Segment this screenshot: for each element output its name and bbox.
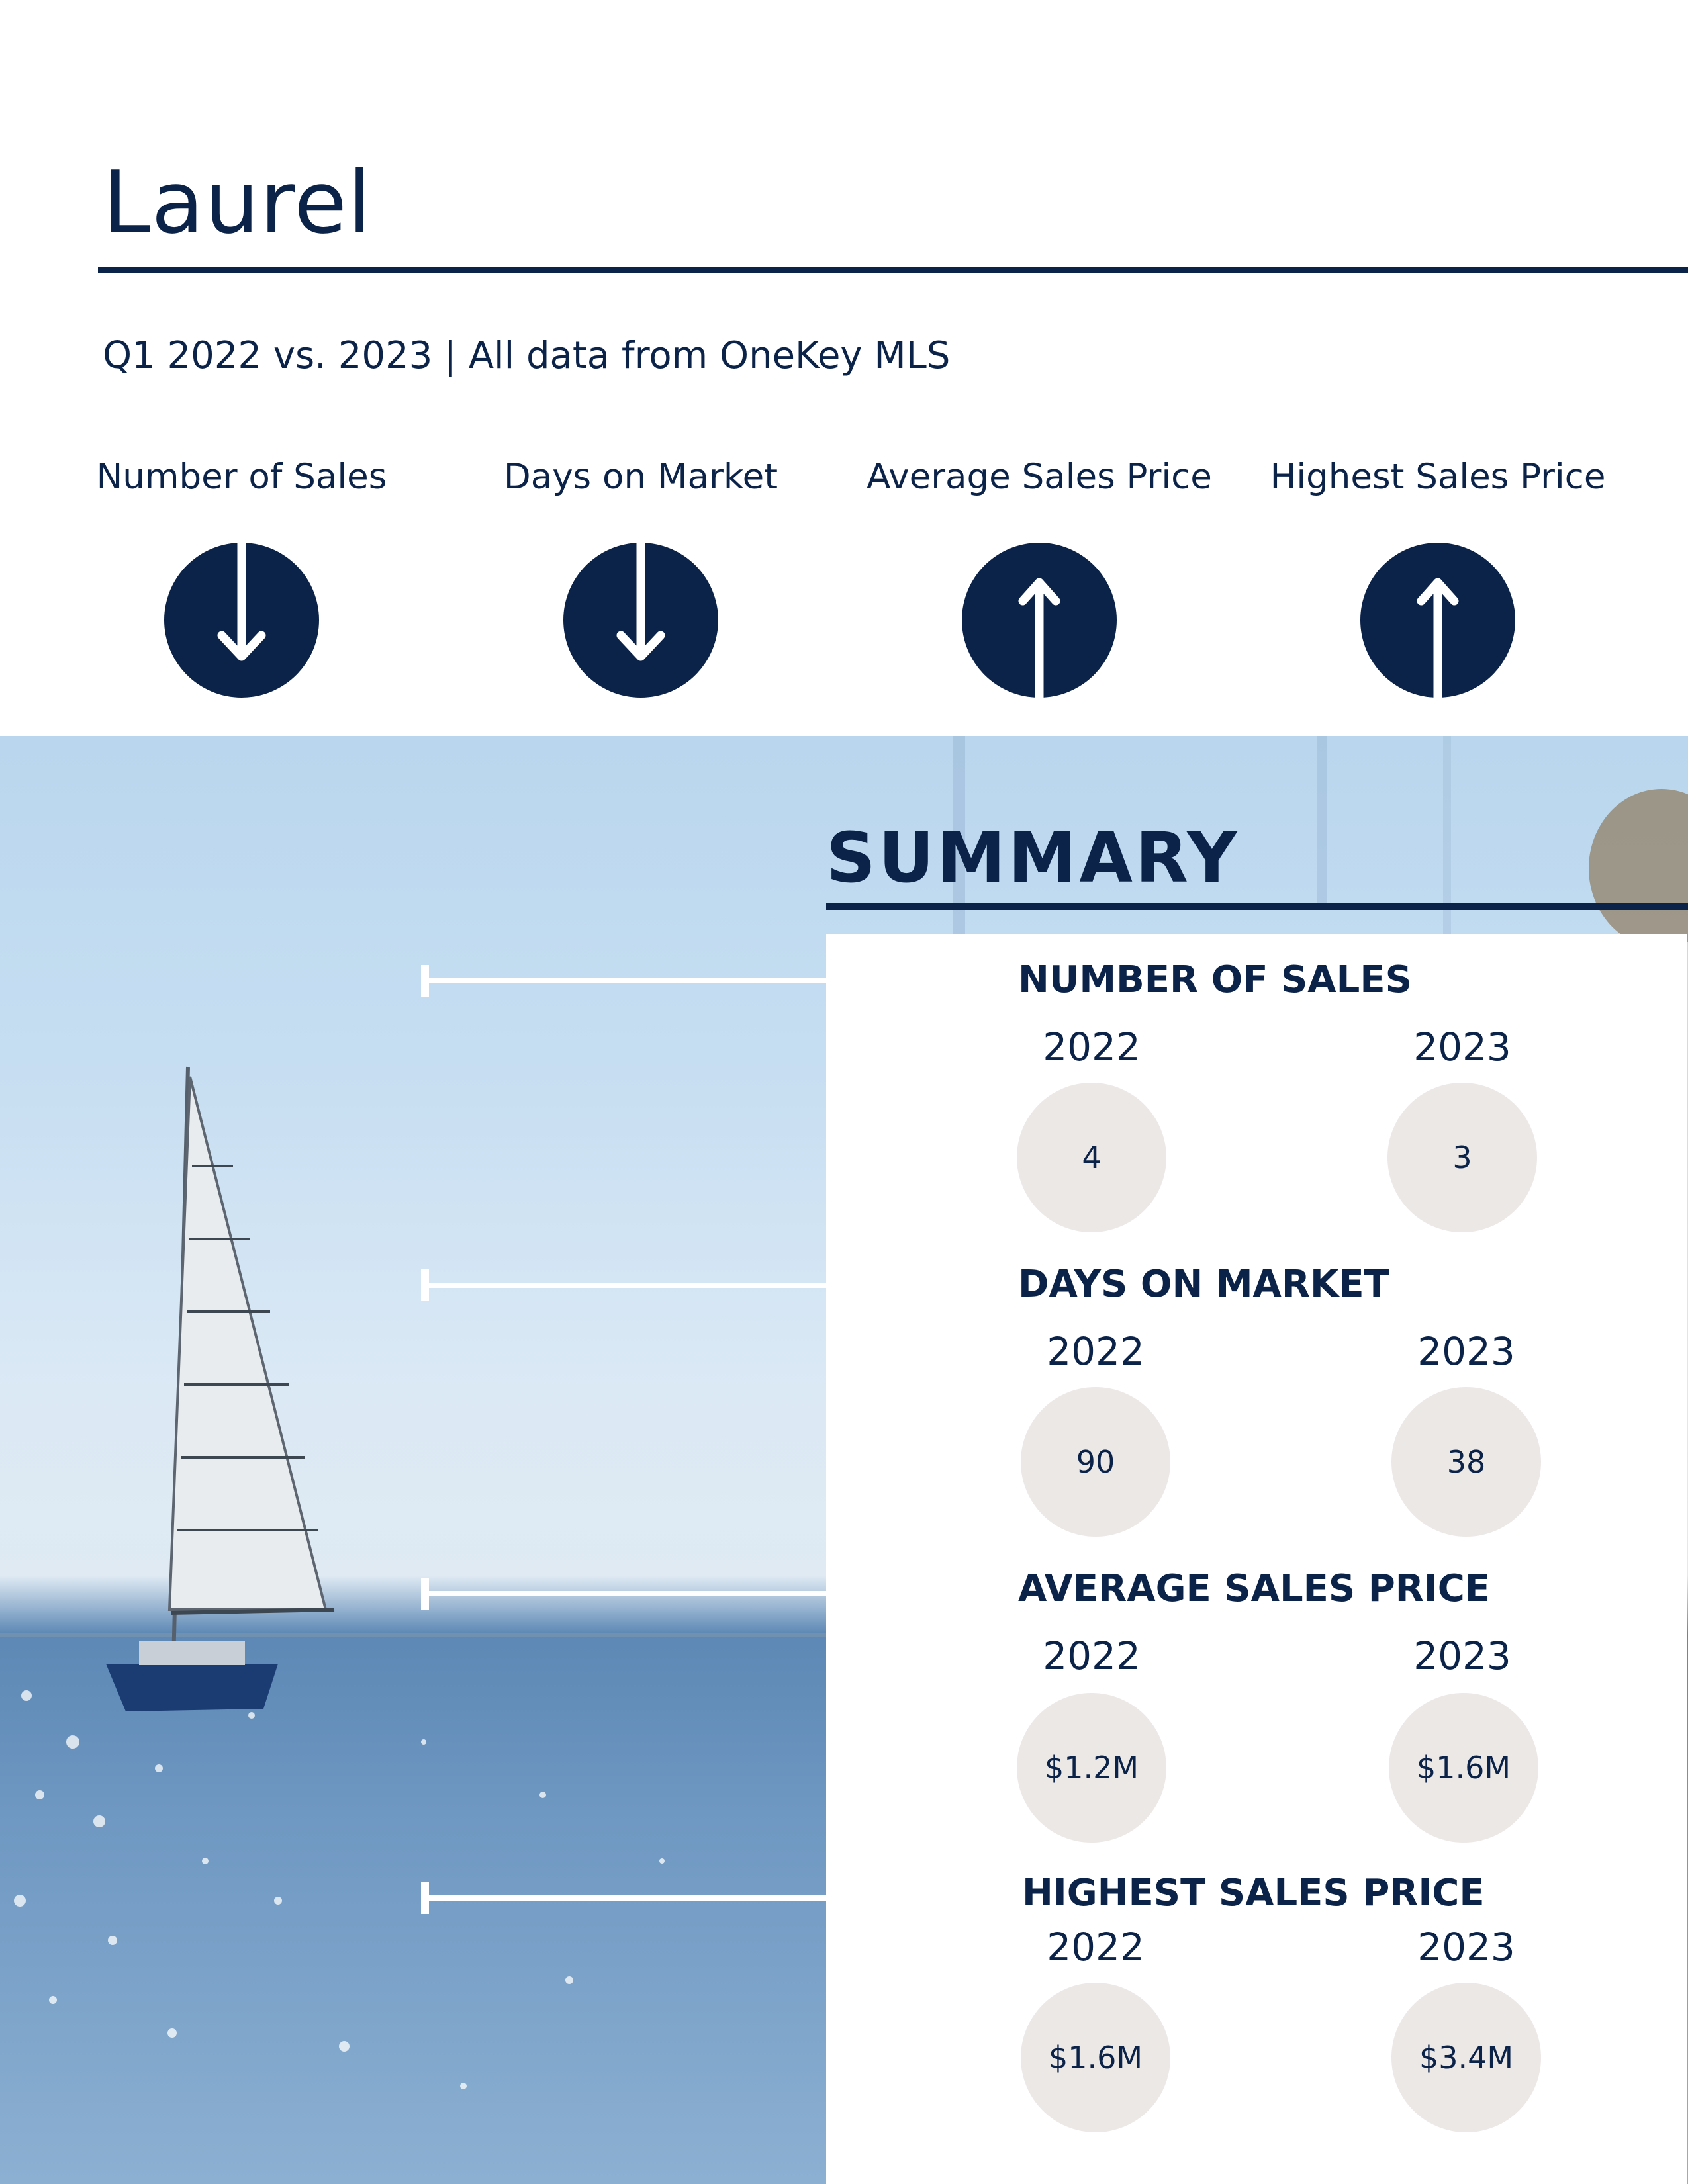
year-label: 2022	[1043, 1024, 1141, 1069]
indicator-days-on-market	[455, 457, 826, 698]
value-bubble: $1.6M	[1021, 1983, 1170, 2132]
sailboat-graphic	[106, 1067, 334, 1711]
summary-title: SUMMARY	[826, 817, 1240, 898]
metric-title: NUMBER OF SALES	[1018, 958, 1412, 1001]
metric-title: DAYS ON MARKET	[1018, 1263, 1389, 1306]
indicator-label: Number of Sales	[96, 457, 387, 497]
summary-divider	[826, 903, 1688, 910]
title-divider	[98, 267, 1688, 273]
summary-panel	[826, 934, 1687, 2184]
year-label: 2023	[1413, 1633, 1511, 1678]
value-bubble: 3	[1387, 1083, 1537, 1232]
indicator-average-sales-price	[854, 457, 1225, 698]
year-label: 2023	[1417, 1329, 1515, 1374]
year-label: 2022	[1047, 1925, 1145, 1970]
year-label: 2023	[1413, 1024, 1511, 1069]
arrow-down-icon	[563, 543, 718, 698]
arrow-down-icon	[164, 543, 319, 698]
indicator-label: Highest Sales Price	[1270, 457, 1606, 497]
page-subtitle: Q1 2022 vs. 2023 | All data from OneKey MLS	[103, 334, 951, 377]
page-title: Laurel	[103, 152, 373, 253]
value-bubble: 90	[1021, 1387, 1170, 1537]
metric-title: HIGHEST SALES PRICE	[1022, 1872, 1485, 1915]
indicator-label: Days on Market	[503, 457, 778, 497]
value-bubble: $3.4M	[1391, 1983, 1541, 2132]
value-bubble: 38	[1391, 1387, 1541, 1537]
year-label: 2022	[1047, 1329, 1145, 1374]
arrow-up-icon	[962, 543, 1117, 698]
year-label: 2023	[1417, 1925, 1515, 1970]
value-bubble: 4	[1017, 1083, 1166, 1232]
indicator-label: Average Sales Price	[867, 457, 1212, 497]
year-label: 2022	[1043, 1633, 1141, 1678]
indicator-highest-sales-price	[1252, 457, 1623, 698]
indicator-number-of-sales	[56, 457, 427, 698]
value-bubble: $1.2M	[1017, 1693, 1166, 1843]
arrow-up-icon	[1360, 543, 1515, 698]
metric-title: AVERAGE SALES PRICE	[1018, 1567, 1491, 1610]
value-bubble: $1.6M	[1389, 1693, 1538, 1843]
